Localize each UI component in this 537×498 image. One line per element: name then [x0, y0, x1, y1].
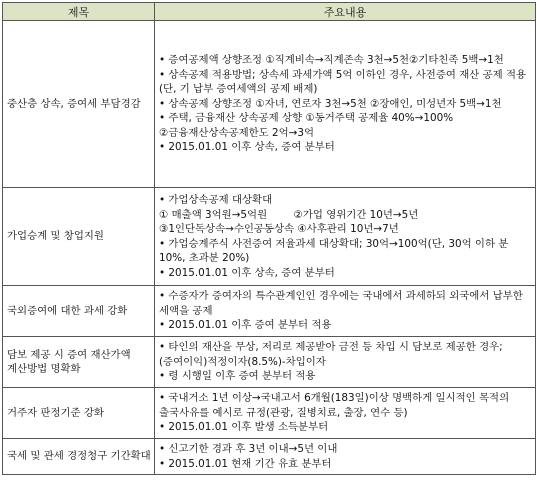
content-line: ③1인단독상속→수인공동상속 ④사후관리 10년→7년	[159, 223, 399, 235]
table-row	[3, 188, 536, 286]
content-line: • 가업승계주식 사전증여 저율과세 대상확대; 30억→100억(단, 30억 이하 분 10%, 초과분 20%)	[159, 237, 509, 264]
table-header-row	[3, 3, 536, 21]
content-line: • 2015.01.01 이후 상속, 증여 분부터	[159, 141, 335, 154]
content-line: • 국내거소 1년 이상→국내고서 6개월(183일)이상 명백하게 일시적인 목적의 출국사유를 예시로 규정(관광, 질병치료, 출장, 연수 등)	[159, 392, 510, 419]
content-line: • 상속공제 적용방법; 상속세 과세가액 5억 이하인 경우, 사전증여 재산 공제 적용	[159, 68, 527, 81]
table-row	[3, 337, 536, 388]
row-title: 국세 및 관세 경정청구 기간확대	[3, 439, 155, 475]
row-content	[155, 337, 536, 388]
row-content	[155, 188, 536, 286]
content-line: ① 매출액 3억원→5억원 ②가업 영위기간 10년→5년	[159, 208, 419, 221]
content-line: • 가업상속공제 대상확대	[159, 194, 273, 206]
table-row	[3, 439, 536, 475]
row-content	[155, 21, 536, 188]
content-line: • 주택, 금융재산 상속공제 상향 ①동거주택 공제율 40%→100% ②금융재산상속공제한도 2억→3억	[159, 112, 454, 139]
row-content	[155, 286, 536, 337]
content-line: • 2015.01.01 이후 증여 분부터 적용	[159, 319, 332, 332]
row-content	[155, 439, 536, 475]
content-line: (단, 기 납부 증여세액의 공제 배제)	[159, 83, 318, 96]
table-row	[3, 21, 536, 188]
content-line: • 2015.01.01 이후 발생 소득분부터	[159, 421, 329, 434]
row-title: 담보 제공 시 증여 재산가액 계산방법 명확화	[3, 337, 155, 388]
row-title: 중산층 상속, 증여세 부담경감	[3, 21, 155, 188]
content-line: • 타인의 재산을 무상, 저리로 제공받아 금전 등 차입 시 담보로 제공한 경우; (증여이익)적정이자(8.5%)-차입이자	[159, 341, 503, 368]
content-line: • 2015.01.01 현재 기간 유효 분부터	[159, 457, 332, 470]
content-line: • 신고기한 경과 후 3년 이내→5년 이내	[159, 443, 338, 455]
row-title: 국외증여에 대한 과세 강화	[3, 286, 155, 337]
row-content	[155, 388, 536, 439]
content-line: • 령 시행일 이후 증여 분부터 적용	[159, 370, 316, 383]
content-line: • 상속공제 상향조정 ①자녀, 연로자 3천→5천 ②장애인, 미성년자 5백→1천	[159, 97, 502, 110]
table-row	[3, 286, 536, 337]
tax-reform-table	[2, 2, 536, 475]
header-title: 제목	[3, 3, 155, 21]
content-line: • 2015.01.01 이후 상속, 증여 분부터	[159, 266, 335, 279]
content-line: • 증여공제액 상향조정 ①직계비속→직계존속 3천→5천②기타친족 5백→1천	[159, 54, 504, 67]
header-content: 주요내용	[155, 3, 536, 21]
content-line: • 수증자가 증여자의 특수관계인인 경우에는 국내에서 과세하되 외국에서 납부한 세액을 공제	[159, 290, 523, 317]
row-title: 가업승계 및 창업지원	[3, 188, 155, 286]
row-title: 거주자 판정기준 강화	[3, 388, 155, 439]
table-row	[3, 388, 536, 439]
